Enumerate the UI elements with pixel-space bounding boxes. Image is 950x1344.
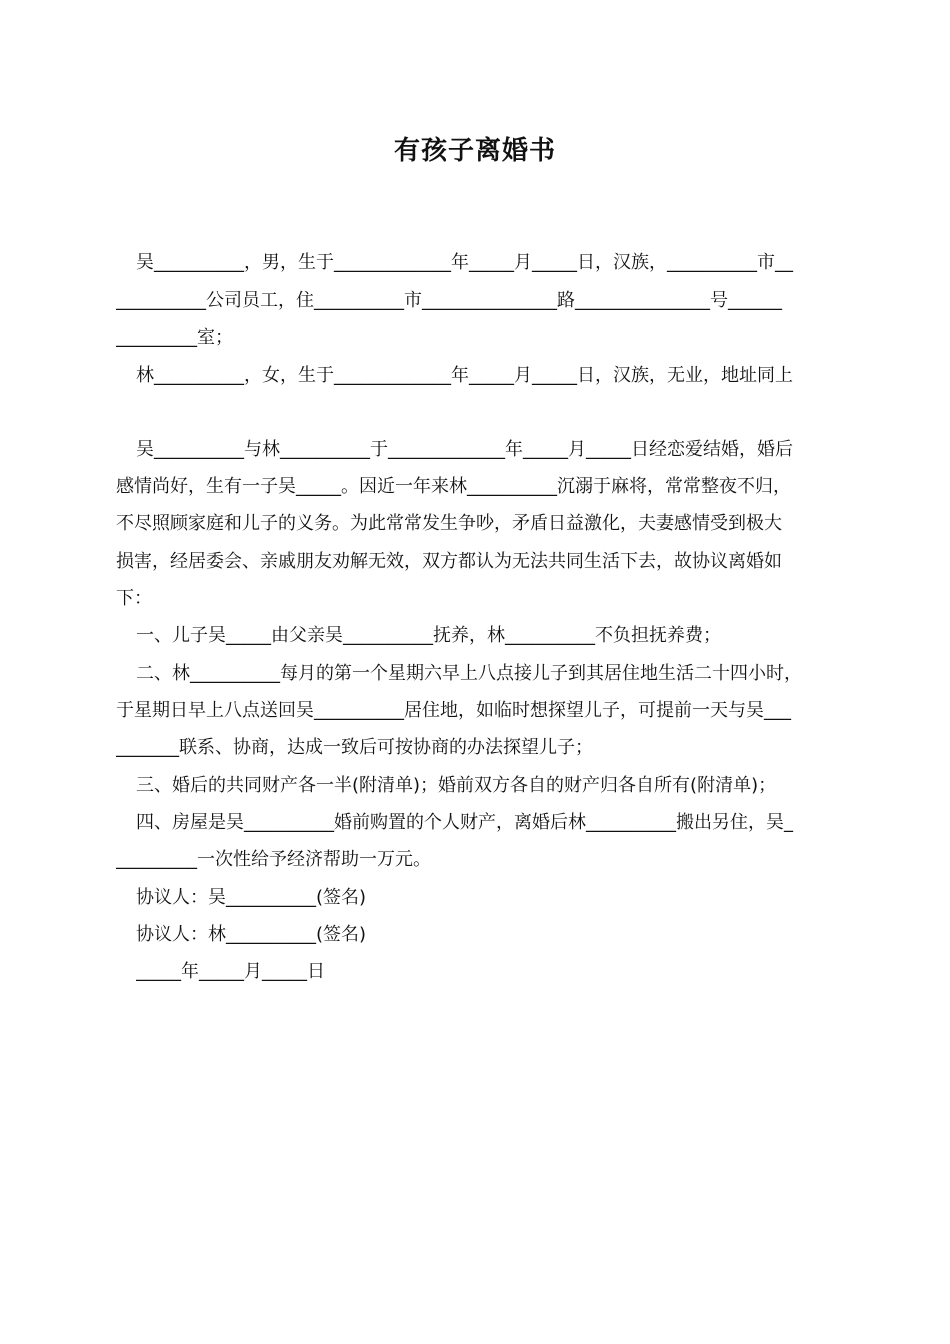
clause-4-line-2: _________一次性给予经济帮助一万元。 (116, 849, 431, 870)
signing-date: _____年_____月_____日 (136, 961, 325, 982)
background-line-5: 下： (116, 588, 152, 609)
clause-1: 一、儿子吴_____由父亲吴__________抚养，林__________不负担抚养费； (136, 625, 721, 646)
background-line-1: 吴__________与林__________于_____________年_____月_____日经恋爱结婚，婚后 (136, 439, 793, 460)
background-line-4: 损害，经居委会、亲戚朋友劝解无效，双方都认为无法共同生活下去，故协议离婚如 (116, 551, 782, 572)
party-wu-line-3: _________室； (116, 327, 233, 348)
background-line-3: 不尽照顾家庭和儿子的义务。为此常常发生争吵，矛盾日益激化，夫妻感情受到极大 (116, 513, 782, 534)
clause-3: 三、婚后的共同财产各一半(附清单)；婚前双方各自的财产归各自所有(附清单)； (136, 775, 777, 796)
party-lin-line: 林__________，女，生于_____________年_____月_____日，汉族，无业，地址同上 (136, 365, 793, 386)
signatory-lin: 协议人：林__________(签名) (136, 924, 367, 945)
signatory-wu: 协议人：吴__________(签名) (136, 887, 367, 908)
party-wu-line-1: 吴__________，男，生于_____________年_____月_____日，汉族，__________市__ (136, 252, 793, 273)
background-line-2: 感情尚好，生有一子吴_____。因近一年来林__________沉溺于麻将，常常整夜不归， (116, 476, 791, 497)
clause-2-line-1: 二、林__________每月的第一个星期六早上八点接儿子到其居住地生活二十四小时， (136, 663, 802, 684)
party-wu-line-2: __________公司员工，住__________市_______________路_______________号______ (116, 290, 782, 311)
clause-2-line-3: _______联系、协商，达成一致后可按协商的办法探望儿子； (116, 737, 593, 758)
clause-2-line-2: 于星期日早上八点送回吴__________居住地，如临时想探望儿子，可提前一天与吴___ (116, 700, 791, 721)
clause-4-line-1: 四、房屋是吴__________婚前购置的个人财产，离婚后林__________搬出另住，吴_ (136, 812, 793, 833)
document-title: 有孩子离婚书 (393, 136, 556, 166)
